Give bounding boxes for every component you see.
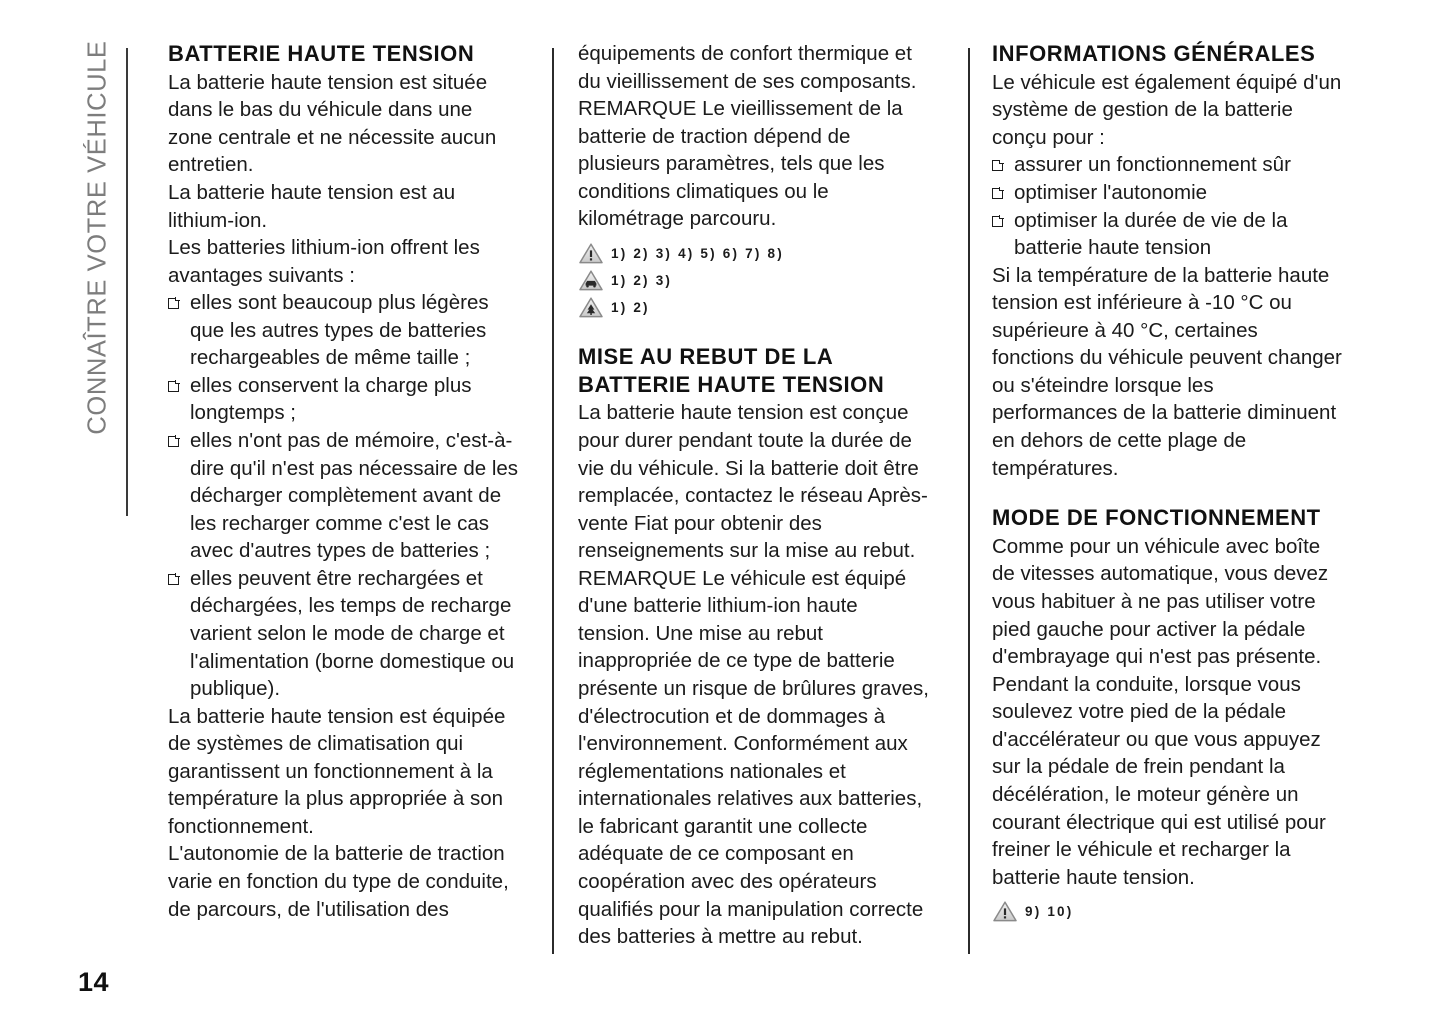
list-item-label: elles conservent la charge plus longtemps ; [190, 373, 472, 425]
text-column-1 [168, 40, 520, 923]
warning-triangle-icon [992, 900, 1018, 923]
symbol-reference-numbers: 1) 2) [611, 299, 650, 315]
chapter-tab-rule [126, 48, 128, 516]
paragraph: Les batteries lithium-ion offrent les avantages suivants : [168, 236, 480, 287]
square-bullet-icon [992, 188, 1003, 199]
list-item-label: elles peuvent être rechargées et déchargées, les temps de recharge varient selon le mode de charge et l'alimentation (borne domestique ou publique). [190, 566, 515, 701]
heading-mode-de-fonctionnement: MODE DE FONCTIONNEMENT [992, 505, 1321, 531]
page-number: 14 [78, 967, 110, 997]
paragraph: équipements de confort thermique et du vieillissement de ses composants. [578, 42, 917, 93]
environment-triangle-icon [578, 296, 604, 319]
vehicle-damage-triangle-icon [578, 269, 604, 292]
text-column-3 [992, 40, 1344, 925]
paragraph: Le véhicule est également équipé d'un système de gestion de la batterie conçu pour : [992, 70, 1342, 149]
paragraph: L'autonomie de la batterie de traction varie en fonction du type de conduite, de parcours, de l'utilisation des [168, 842, 509, 921]
list-item-label: elles n'ont pas de mémoire, c'est-à-dire qu'il n'est pas nécessaire de les décharger complètement avant de les recharger comme c'est le cas avec d'autres types de batteries ; [190, 429, 519, 563]
paragraph: La batterie haute tension est conçue pour durer pendant toute la durée de vie du véhicule. Si la batterie doit être remplacée, contactez le réseau Après-vente Fiat pour obtenir des renseignements sur la mise au rebut. [578, 401, 928, 563]
paragraph: Si la température de la batterie haute tension est inférieure à -10 °C ou supérieure à 40 °C, certaines fonctions du véhicule peuvent changer ou s'éteindre lorsque les performances de la batterie diminuent en dehors de cette plage de températures. [992, 263, 1342, 480]
bullet-list-gestion-batterie [992, 151, 1344, 261]
square-bullet-icon [168, 436, 179, 447]
paragraph: La batterie haute tension est équipée de systèmes de climatisation qui garantissent un fonctionnement à la température la plus appropriée à son fonctionnement. [168, 704, 506, 838]
square-bullet-icon [168, 574, 179, 585]
list-item-label: optimiser la durée de vie de la batterie haute tension [1014, 208, 1288, 260]
list-item [168, 427, 520, 565]
list-item [992, 207, 1344, 262]
paragraph: La batterie haute tension est située dans le bas du véhicule dans une zone centrale et ne nécessite aucun entretien. [168, 70, 497, 177]
paragraph-remarque: REMARQUE Le vieillissement de la batterie de traction dépend de plusieurs paramètres, tels que les conditions climatiques ou le kilométrage parcouru. [578, 97, 903, 231]
symbol-reference-numbers: 1) 2) 3) [611, 272, 673, 288]
column-divider-1 [552, 48, 554, 954]
chapter-tab-label: CONNAÎTRE VOTRE VÉHICULE [83, 40, 112, 435]
paragraph-remarque: REMARQUE Le véhicule est équipé d'une batterie lithium-ion haute tension. Une mise au rebut inappropriée de ce type de batterie présente un risque de brûlures graves, d'électrocution et de dommages à l'environnement. Conformément aux réglementations nationales et internationales relatives aux batteries, le fabricant garantit une collecte adéquate de ce composant en coopération avec des opérateurs qualifiés pour la manipulation correcte des batteries à mettre au rebut. [578, 566, 929, 949]
list-item [168, 565, 520, 703]
list-item [992, 151, 1344, 179]
list-item-label: elles sont beaucoup plus légères que les autres types de batteries rechargeables de même taille ; [190, 291, 489, 370]
list-item [992, 179, 1344, 207]
column-divider-2 [968, 48, 970, 954]
symbol-reference-numbers: 9) 10) [1025, 904, 1074, 920]
symbol-reference-row [578, 294, 930, 321]
paragraph: Comme pour un véhicule avec boîte de vitesses automatique, vous devez vous habituer à ne pas utiliser votre pied gauche pour activer la pédale d'embrayage qui n'est pas présente. Pendant la conduite, lorsque vous soulevez votre pied de la pédale d'accélérateur ou que vous appuyez sur la pédale de frein pendant la décélération, le moteur génère un courant électrique qui est utilisé pour freiner le véhicule et recharger la batterie haute tension. [992, 534, 1329, 889]
list-item-label: assurer un fonctionnement sûr [1014, 153, 1291, 177]
symbol-reference-block [578, 240, 930, 321]
heading-batterie-haute-tension: BATTERIE HAUTE TENSION [168, 41, 475, 66]
symbol-reference-row [992, 898, 1344, 925]
square-bullet-icon [168, 381, 179, 392]
list-item-label: optimiser l'autonomie [1014, 180, 1208, 204]
bullet-list-avantages [168, 289, 520, 702]
heading-mise-au-rebut: MISE AU REBUT DE LA BATTERIE HAUTE TENSION [578, 343, 885, 397]
symbol-reference-row [578, 240, 930, 267]
square-bullet-icon [992, 216, 1003, 227]
warning-triangle-icon [578, 242, 604, 265]
square-bullet-icon [992, 160, 1003, 171]
symbol-reference-row [578, 267, 930, 294]
symbol-reference-numbers: 1) 2) 3) 4) 5) 6) 7) 8) [611, 245, 784, 261]
list-item [168, 289, 520, 372]
paragraph: La batterie haute tension est au lithium-ion. [168, 180, 456, 232]
square-bullet-icon [168, 298, 179, 309]
heading-informations-generales: INFORMATIONS GÉNÉRALES [992, 41, 1316, 66]
symbol-reference-block [992, 898, 1344, 925]
text-column-2 [578, 40, 930, 951]
list-item [168, 372, 520, 427]
chapter-tab [76, 40, 120, 516]
